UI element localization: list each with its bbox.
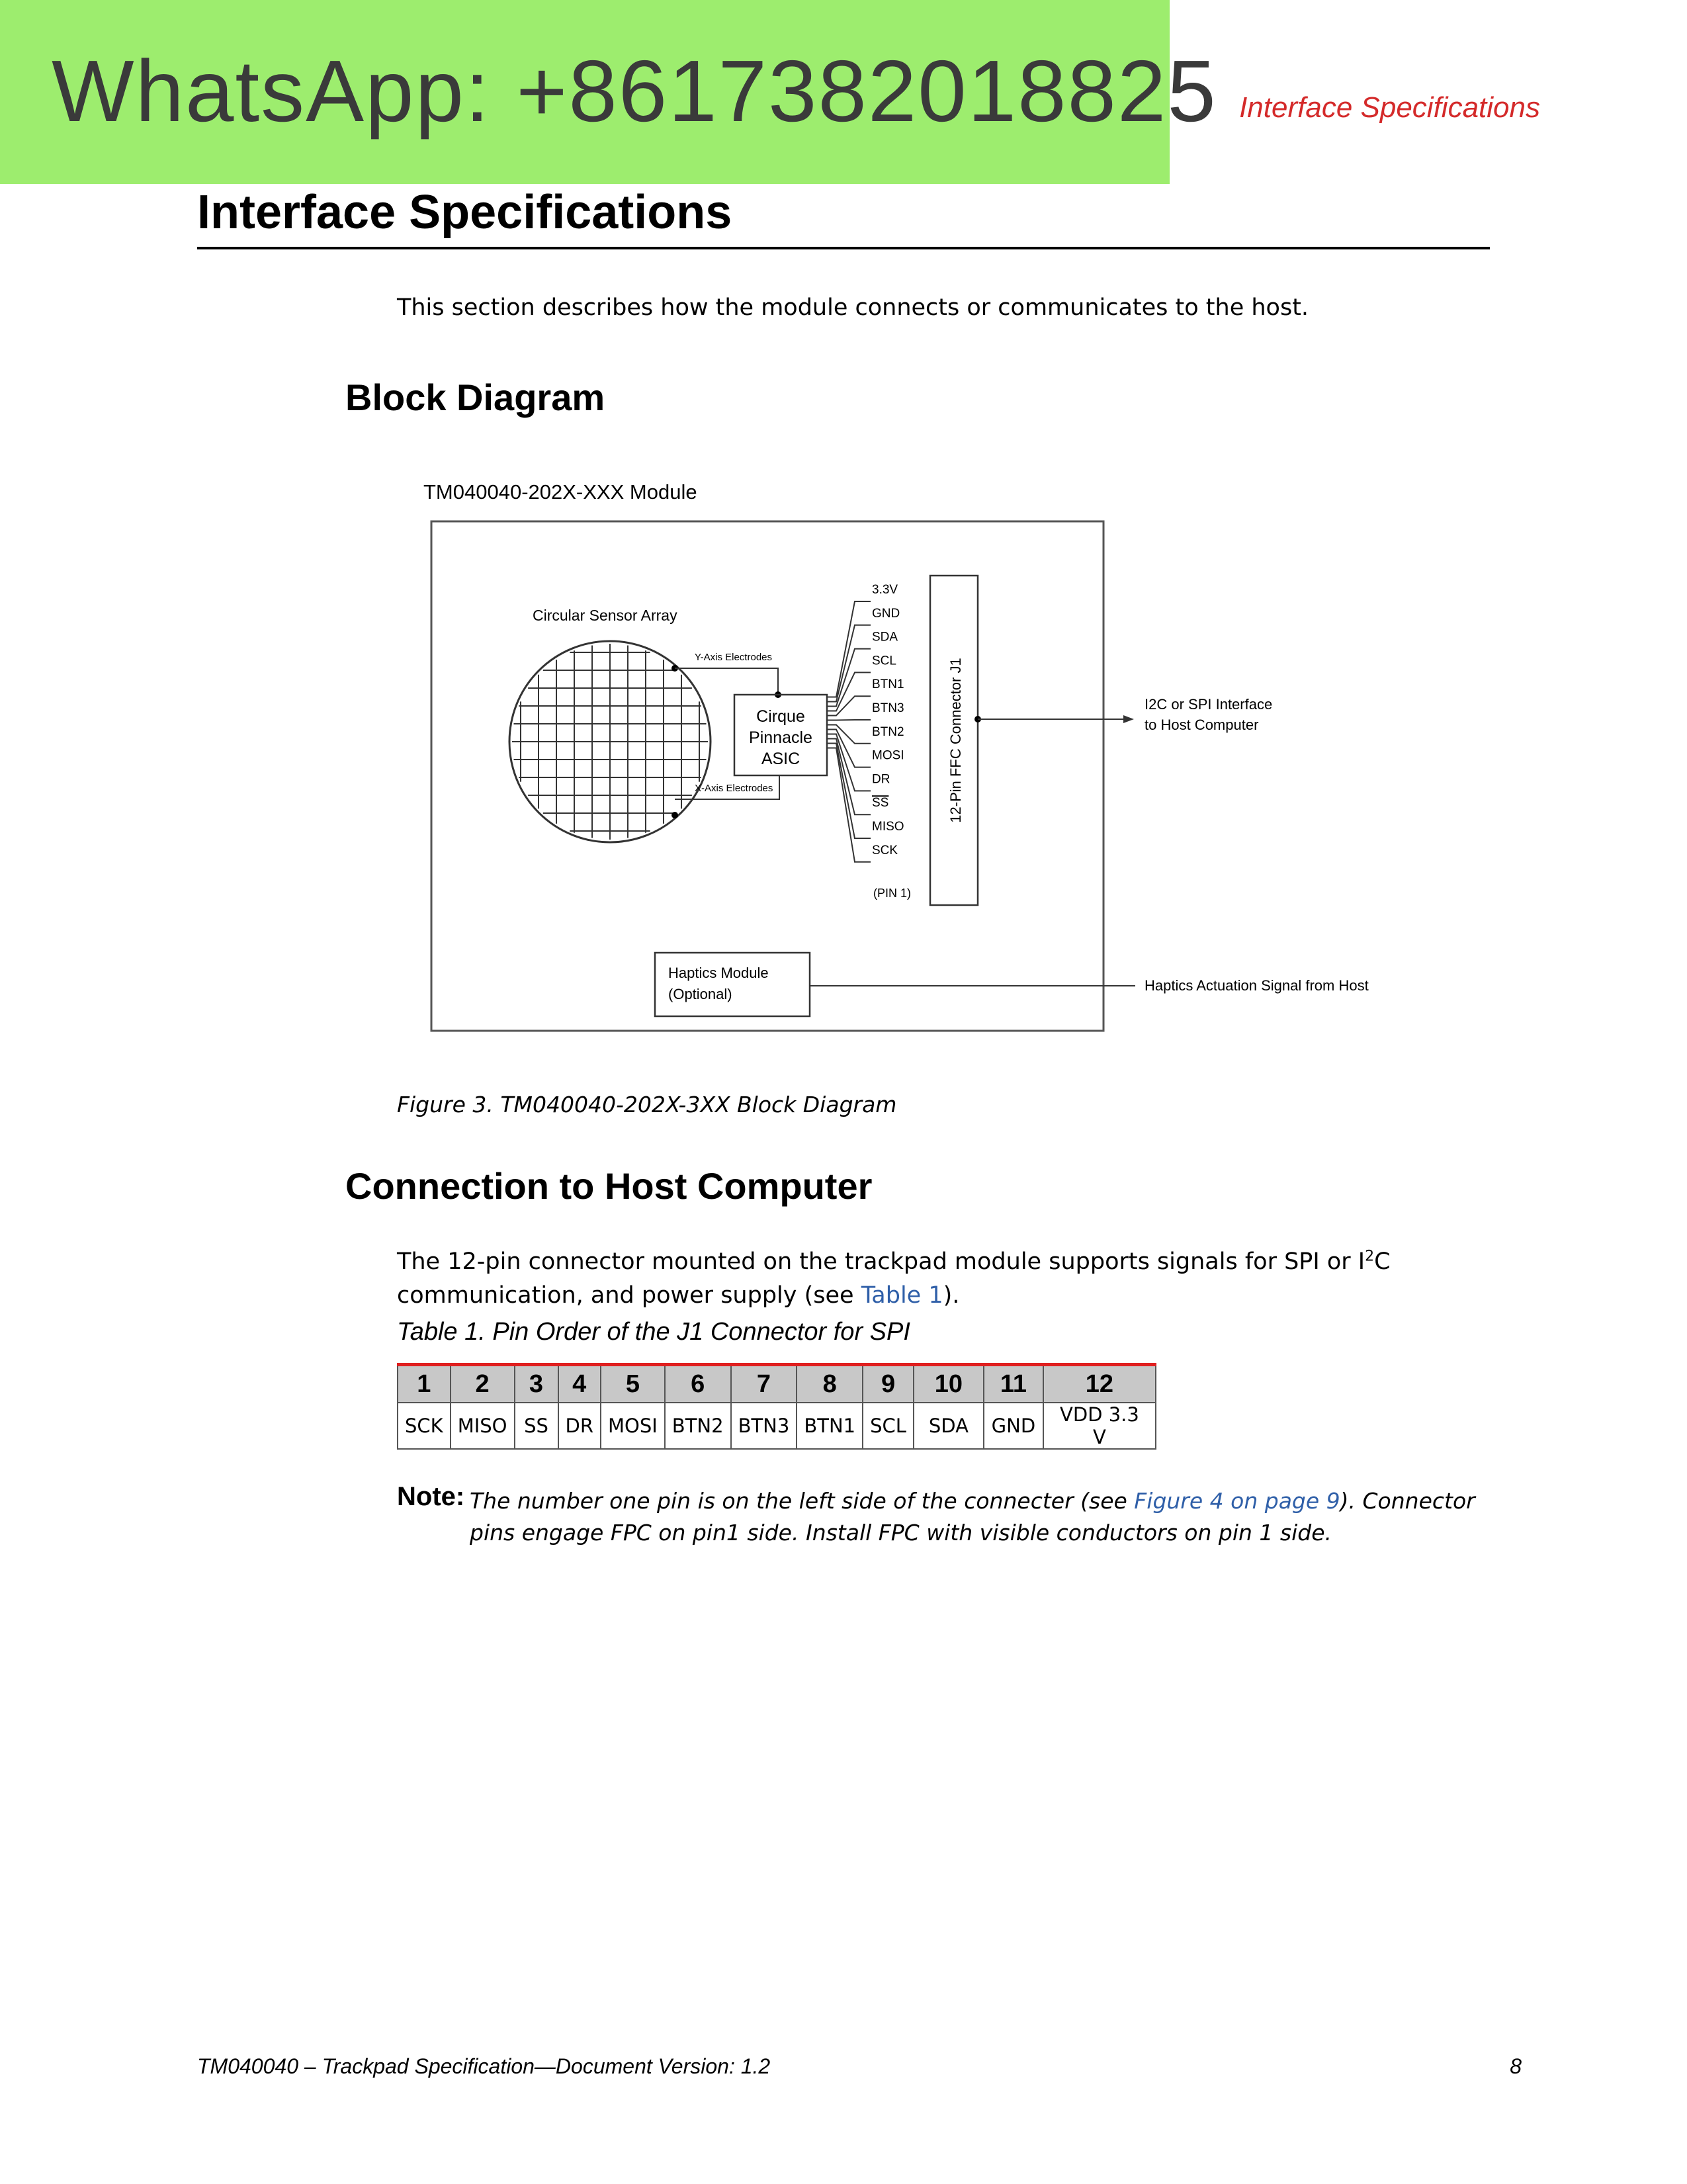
pin-wire — [827, 625, 871, 702]
para-text-2: C communication, and power supply (see — [397, 1248, 1391, 1309]
pin-signal-cell: MOSI — [601, 1403, 665, 1449]
pin-signal-cell: GND — [984, 1403, 1043, 1449]
pin-signal-cell: BTN1 — [797, 1403, 863, 1449]
pin-label: 3.3V — [872, 583, 898, 597]
pin-header: 9 — [863, 1365, 914, 1403]
haptics-line-1: Haptics Module — [668, 965, 769, 981]
section-title: Interface Specifications — [197, 186, 732, 239]
pin-label: MOSI — [872, 748, 904, 763]
pin-order-table — [397, 1363, 1156, 1450]
pin-signal-cell: DR — [558, 1403, 601, 1449]
haptics-signal-label: Haptics Actuation Signal from Host — [1145, 977, 1369, 994]
table-title: Table 1. Pin Order of the J1 Connector for SPI — [397, 1318, 910, 1346]
pin-label: GND — [872, 606, 900, 621]
para-superscript: 2 — [1365, 1248, 1375, 1265]
figure-caption: Figure 3. TM040040-202X-3XX Block Diagram — [397, 1092, 897, 1117]
para-text-end: ). — [943, 1282, 960, 1309]
table-header-row — [398, 1365, 1156, 1403]
pin-signal-cell: BTN2 — [665, 1403, 731, 1449]
pin-wire — [827, 734, 871, 791]
note-text — [470, 1485, 1502, 1549]
pin1-label: (PIN 1) — [873, 887, 912, 900]
circular-sensor-array — [509, 641, 711, 842]
figure-4-link[interactable]: Figure 4 on page 9 — [1134, 1488, 1340, 1514]
title-rule — [197, 247, 1490, 249]
footer-doc-title: TM040040 – Trackpad Specification—Document Version: 1.2 — [197, 2054, 771, 2078]
pin-label: MISO — [872, 820, 904, 834]
module-title: TM040040-202X-XXX Module — [423, 480, 697, 503]
x-electrodes-label: X-Axis Electrodes — [695, 783, 773, 794]
ffc-connector-label: 12-Pin FFC Connector J1 — [947, 658, 964, 823]
pin-header: 7 — [731, 1365, 797, 1403]
asic-line-1: Cirque — [756, 707, 805, 726]
pin-signal-cell: BTN3 — [731, 1403, 797, 1449]
pin-signal-cell: VDD 3.3 V — [1043, 1403, 1156, 1449]
pin-wire — [827, 672, 871, 711]
y-electrodes-label: Y-Axis Electrodes — [695, 652, 772, 663]
intro-text: This section describes how the module connects or communicates to the host. — [397, 294, 1309, 321]
haptics-module-box — [655, 953, 810, 1016]
interface-line-1: I2C or SPI Interface — [1145, 696, 1273, 713]
block-diagram-heading: Block Diagram — [345, 376, 605, 418]
pin-wires — [827, 601, 871, 862]
pin-header: 12 — [1043, 1365, 1156, 1403]
sensor-label: Circular Sensor Array — [533, 607, 677, 624]
page-number: 8 — [1510, 2054, 1522, 2078]
asic-line-2: Pinnacle — [749, 728, 812, 747]
haptics-line-2: (Optional) — [668, 986, 732, 1002]
note-text-1: The number one pin is on the left side of the connecter (see — [470, 1488, 1135, 1514]
pin-signal-cell: SS — [515, 1403, 558, 1449]
pin-header: 3 — [515, 1365, 558, 1403]
block-diagram — [423, 476, 1416, 1048]
whatsapp-watermark-banner — [0, 0, 1217, 184]
connection-heading: Connection to Host Computer — [345, 1165, 873, 1207]
pin-label: DR — [872, 772, 890, 787]
pin-label: BTN3 — [872, 701, 904, 715]
pin-header: 10 — [914, 1365, 984, 1403]
pin-signal-cell: SDA — [914, 1403, 984, 1449]
table-row — [398, 1403, 1156, 1449]
pin-label: SCL — [872, 654, 896, 668]
pin-label: SCK — [872, 843, 898, 857]
pin-header: 5 — [601, 1365, 665, 1403]
watermark-text: WhatsApp: +8617382018825 — [52, 42, 1217, 140]
pin-wire — [827, 720, 871, 721]
asic-line-3: ASIC — [761, 750, 800, 768]
pin-label: BTN1 — [872, 677, 904, 692]
block-diagram-svg — [423, 476, 1416, 1045]
pin-header: 1 — [398, 1365, 451, 1403]
note-text-2: ). Connector pins engage FPC on pin1 side. Install FPC with visible conductors on pin 1 side. — [470, 1488, 1475, 1546]
pin-labels — [872, 583, 904, 857]
pin-header: 2 — [451, 1365, 515, 1403]
table-1-link[interactable]: Table 1 — [861, 1282, 943, 1309]
running-header: Interface Specifications — [1239, 91, 1540, 124]
note-label: Note: — [397, 1482, 465, 1511]
pin-label: SS — [872, 796, 889, 810]
pin-signal-cell: SCL — [863, 1403, 914, 1449]
interface-line-2: to Host Computer — [1145, 717, 1259, 733]
pin-header: 11 — [984, 1365, 1043, 1403]
pin-label: SDA — [872, 630, 898, 644]
pin-signal-cell: SCK — [398, 1403, 451, 1449]
para-text-1: The 12-pin connector mounted on the trackpad module supports signals for SPI or I — [397, 1248, 1365, 1275]
connection-paragraph — [397, 1245, 1482, 1313]
pin-header: 4 — [558, 1365, 601, 1403]
pin-header: 8 — [797, 1365, 863, 1403]
pin-signal-cell: MISO — [451, 1403, 515, 1449]
pin-header: 6 — [665, 1365, 731, 1403]
pin-wire — [827, 739, 871, 815]
pin-label: BTN2 — [872, 724, 904, 739]
